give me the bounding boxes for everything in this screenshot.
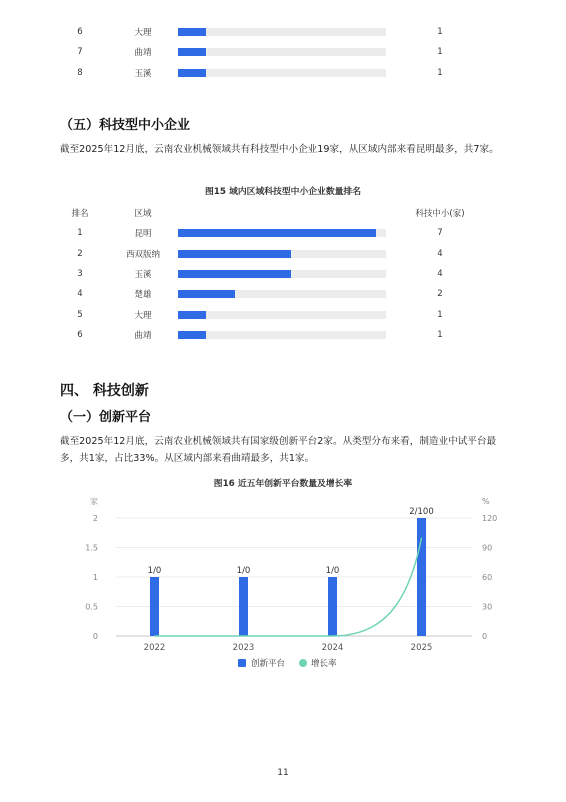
region-cell: 曲靖 bbox=[134, 48, 152, 59]
left-tick-label: 1.5 bbox=[85, 543, 98, 553]
table-header-row bbox=[58, 203, 508, 223]
left-axis-unit: 家 bbox=[90, 497, 98, 506]
count-cell: 1 bbox=[437, 67, 443, 78]
bar-fill bbox=[178, 270, 291, 278]
left-tick-label: 1 bbox=[92, 573, 98, 582]
section-paragraph-sme: 截至2025年12月底，云南农业机械领域共有科技型中小企业19家，从区域内部来看昆明最多，共7家。 bbox=[60, 144, 499, 155]
bar-track bbox=[178, 290, 386, 298]
region-cell: 西双版纳 bbox=[125, 249, 160, 260]
table-row bbox=[58, 244, 508, 264]
data-label: 1/0 bbox=[236, 566, 251, 576]
table-row bbox=[58, 304, 508, 324]
rank-cell: 2 bbox=[77, 248, 83, 259]
left-tick-label: 0 bbox=[92, 632, 98, 641]
platform-growth-chart bbox=[60, 490, 510, 680]
bar-fill bbox=[178, 311, 206, 319]
table-row bbox=[58, 223, 508, 243]
region-cell: 大理 bbox=[134, 28, 152, 39]
region-cell: 玉溪 bbox=[134, 68, 152, 79]
region-cell: 楚雄 bbox=[134, 290, 152, 301]
ranking-table-continued bbox=[58, 22, 508, 83]
rank-cell: 6 bbox=[77, 27, 83, 38]
region-cell: 曲靖 bbox=[134, 330, 152, 341]
bar-track bbox=[178, 48, 386, 56]
legend-label-platform: 创新平台 bbox=[251, 659, 286, 669]
page-number: 11 bbox=[277, 768, 289, 778]
bar-fill bbox=[178, 69, 206, 77]
count-cell: 1 bbox=[437, 47, 443, 58]
table-row bbox=[58, 264, 508, 284]
bar-track bbox=[178, 229, 386, 237]
rank-cell: 6 bbox=[77, 329, 83, 340]
right-axis-unit: % bbox=[482, 497, 490, 506]
chapter-heading-innovation: 四、 科技创新 bbox=[60, 383, 149, 399]
right-tick-label: 120 bbox=[482, 514, 498, 523]
region-cell: 昆明 bbox=[134, 229, 152, 240]
table-row bbox=[58, 284, 508, 304]
left-tick-label: 0.5 bbox=[85, 602, 98, 612]
bar-2022 bbox=[150, 577, 159, 636]
count-cell: 1 bbox=[437, 309, 443, 320]
figure-title-16: 图16 近五年创新平台数量及增长率 bbox=[213, 479, 353, 489]
rank-cell: 5 bbox=[77, 309, 83, 320]
right-tick-label: 60 bbox=[482, 573, 493, 582]
sme-ranking-table bbox=[58, 203, 508, 345]
right-tick-label: 30 bbox=[482, 602, 493, 612]
section-heading-sme: （五）科技型中小企业 bbox=[60, 118, 191, 133]
region-cell: 玉溪 bbox=[134, 270, 152, 281]
bar-track bbox=[178, 270, 386, 278]
data-label: 1/0 bbox=[325, 566, 340, 576]
legend-swatch-growth bbox=[299, 659, 307, 667]
rank-cell: 3 bbox=[77, 269, 83, 280]
bar-2024 bbox=[328, 577, 337, 636]
section-heading-platform: （一）创新平台 bbox=[60, 410, 152, 425]
figure-title-15: 图15 域内区域科技型中小企业数量排名 bbox=[204, 187, 362, 197]
x-tick-label: 2024 bbox=[321, 643, 344, 653]
count-cell: 2 bbox=[437, 289, 443, 300]
count-cell: 4 bbox=[437, 248, 443, 259]
header-count: 科技中小(家) bbox=[415, 209, 465, 220]
header-region: 区域 bbox=[134, 209, 152, 220]
rank-cell: 8 bbox=[77, 67, 83, 78]
bar-track bbox=[178, 331, 386, 339]
table-row bbox=[58, 325, 508, 345]
bar-2025 bbox=[417, 518, 426, 636]
data-label: 2/100 bbox=[409, 507, 434, 517]
bar-fill bbox=[178, 290, 235, 298]
bar-track bbox=[178, 311, 386, 319]
bar-track bbox=[178, 28, 386, 36]
series-line-growth bbox=[155, 538, 422, 636]
x-tick-label: 2025 bbox=[410, 643, 433, 653]
count-cell: 4 bbox=[437, 269, 443, 280]
legend-label-growth: 增长率 bbox=[311, 659, 337, 669]
bar-2023 bbox=[239, 577, 248, 636]
x-tick-label: 2022 bbox=[143, 643, 166, 653]
right-tick-label: 0 bbox=[482, 632, 488, 641]
section-paragraph-platform: 截至2025年12月底，云南农业机械领域共有国家级创新平台2家。从类型分布来看，制造业中试平台最多，共1家，占比33%。从区域内部来看曲靖最多，共1家。 bbox=[60, 436, 497, 464]
legend-swatch-platform bbox=[238, 659, 246, 667]
bar-track bbox=[178, 250, 386, 258]
left-tick-label: 2 bbox=[92, 514, 98, 523]
bar-fill bbox=[178, 48, 206, 56]
count-cell: 7 bbox=[437, 228, 443, 239]
region-cell: 大理 bbox=[134, 310, 152, 321]
header-rank: 排名 bbox=[71, 209, 89, 220]
rank-cell: 1 bbox=[77, 228, 83, 239]
count-cell: 1 bbox=[437, 27, 443, 38]
x-tick-label: 2023 bbox=[232, 643, 255, 653]
data-label: 1/0 bbox=[147, 566, 162, 576]
bar-fill bbox=[178, 28, 206, 36]
table-row bbox=[58, 42, 508, 62]
table-row bbox=[58, 63, 508, 83]
rank-cell: 7 bbox=[77, 47, 83, 58]
rank-cell: 4 bbox=[77, 289, 83, 300]
bar-track bbox=[178, 69, 386, 77]
table-row bbox=[58, 22, 508, 42]
bar-fill bbox=[178, 331, 206, 339]
bar-fill bbox=[178, 229, 376, 237]
count-cell: 1 bbox=[437, 329, 443, 340]
bar-fill bbox=[178, 250, 291, 258]
right-tick-label: 90 bbox=[482, 543, 493, 553]
